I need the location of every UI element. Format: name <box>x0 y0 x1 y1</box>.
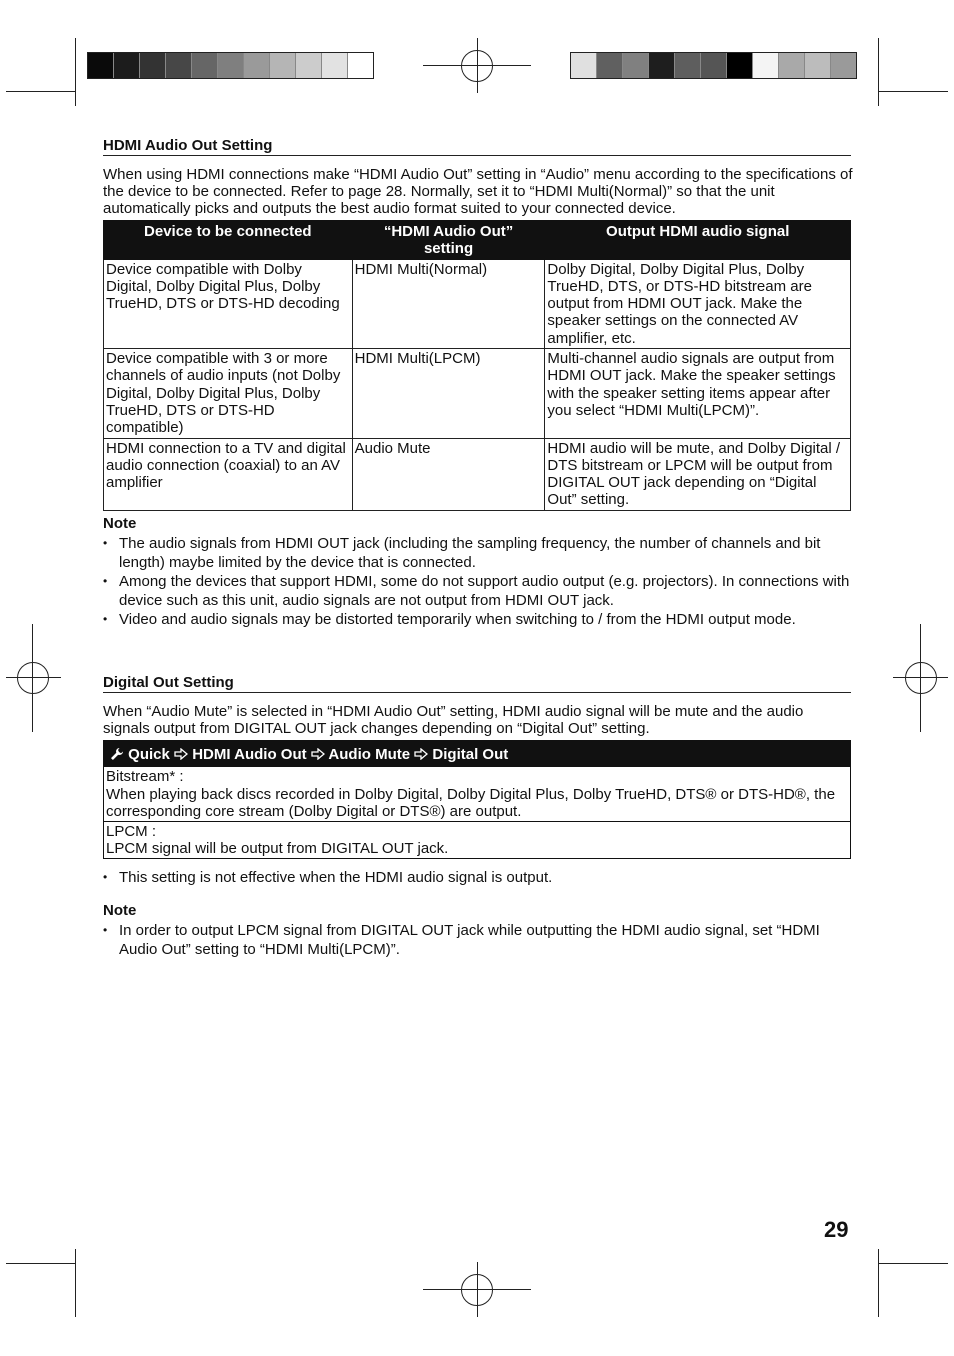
color-swatch <box>244 53 270 78</box>
color-swatch <box>322 53 348 78</box>
digital-out-heading: Digital Out Setting <box>103 675 851 693</box>
option-bitstream <box>104 766 850 821</box>
table-cell: HDMI connection to a TV and digital audio connection (coaxial) to an AV amplifier <box>104 438 353 510</box>
list-item: • The audio signals from HDMI OUT jack (including the sampling frequency, the number of channels and bit length) maybe limited by the device that is connected. <box>103 534 855 572</box>
path-step: Quick <box>128 746 170 763</box>
list-item: • In order to output LPCM signal from DIGITAL OUT jack while outputting the HDMI audio signal, set “HDMI Audio Out” setting to “HDMI Multi(LPCM)”. <box>103 921 855 959</box>
right-color-bar <box>570 52 857 79</box>
hdmi-intro-text: When using HDMI connections make “HDMI Audio Out” setting in “Audio” menu according to the specifications of the device to be connected. Refer to page 28. Normally, set it to “HDMI Multi(Normal)” so that the unit automatically picks and outputs the best audio format suited to your connected device. <box>103 166 853 217</box>
option-description: When playing back discs recorded in Dolby Digital, Dolby Digital Plus, Dolby TrueHD, DTS® or DTS-HD®, the corresponding core stream (Dolby Digital or DTS®) are output. <box>106 785 836 820</box>
hdmi-notes-list <box>103 534 855 629</box>
crop-mark <box>75 1249 76 1317</box>
left-color-bar <box>87 52 374 79</box>
table-cell: Dolby Digital, Dolby Digital Plus, Dolby TrueHD, DTS, or DTS-HD bitstream are output from HDMI OUT jack. Make the speaker settings on the connected AV amplifier, etc. <box>545 259 851 348</box>
color-swatch <box>140 53 166 78</box>
hollow-arrow-icon <box>311 746 329 763</box>
color-swatch <box>192 53 218 78</box>
option-label: Bitstream* : <box>106 768 184 785</box>
option-lpcm <box>104 821 850 858</box>
path-step: Audio Mute <box>328 746 411 763</box>
table-row <box>104 349 851 438</box>
crop-mark <box>878 38 879 106</box>
table-row <box>104 438 851 510</box>
color-swatch <box>114 53 140 78</box>
crop-mark <box>878 1249 879 1317</box>
hollow-arrow-icon <box>414 746 432 763</box>
digital-intro-text: When “Audio Mute” is selected in “HDMI Audio Out” setting, HDMI audio signal will be mute and the audio signals output from DIGITAL OUT jack changes depending on “Digital Out” setting. <box>103 703 804 737</box>
color-swatch <box>753 53 779 78</box>
list-item: • This setting is not effective when the HDMI audio signal is output. <box>103 868 855 887</box>
crop-mark <box>878 91 948 92</box>
color-swatch <box>88 53 114 78</box>
column-header: Device to be connected <box>104 221 353 260</box>
list-item: • Video and audio signals may be distorted temporarily when switching to / from the HDMI output mode. <box>103 610 855 629</box>
color-swatch <box>805 53 831 78</box>
color-swatch <box>218 53 244 78</box>
color-swatch <box>779 53 805 78</box>
color-swatch <box>675 53 701 78</box>
menu-path <box>104 741 850 766</box>
hdmi-audio-table <box>103 220 851 511</box>
note-heading: Note <box>103 515 137 532</box>
crop-mark <box>6 1263 76 1264</box>
column-header: Output HDMI audio signal <box>545 221 851 260</box>
hollow-arrow-icon <box>174 746 192 763</box>
option-description: LPCM signal will be output from DIGITAL OUT jack. <box>106 840 449 857</box>
crop-mark <box>6 91 76 92</box>
color-swatch <box>623 53 649 78</box>
color-swatch <box>701 53 727 78</box>
table-cell: HDMI audio will be mute, and Dolby Digital / DTS bitstream or LPCM will be output from DIGITAL OUT jack depending on “Digital Out” setting. <box>545 438 851 510</box>
column-header: “HDMI Audio Out” setting <box>352 221 545 260</box>
list-item: • Among the devices that support HDMI, some do not support audio output (e.g. projectors). In connections with device such as this unit, audio signals are not output from HDMI OUT jack. <box>103 572 855 610</box>
table-cell: Audio Mute <box>352 438 545 510</box>
color-swatch <box>727 53 753 78</box>
digital-out-box <box>103 740 851 859</box>
option-label: LPCM : <box>106 822 157 840</box>
table-cell: HDMI Multi(LPCM) <box>352 349 545 438</box>
color-swatch <box>649 53 675 78</box>
digital-notes-list <box>103 921 855 959</box>
table-cell: Device compatible with Dolby Digital, Dolby Digital Plus, Dolby TrueHD, DTS or DTS-HD decoding <box>104 259 353 348</box>
table-cell: Multi-channel audio signals are output from HDMI OUT jack. Make the speaker settings with the speaker setting items appear after you select “HDMI Multi(LPCM)”. <box>545 349 851 438</box>
table-row <box>104 259 851 348</box>
color-swatch <box>270 53 296 78</box>
hdmi-audio-out-heading: HDMI Audio Out Setting <box>103 138 851 156</box>
table-cell: HDMI Multi(Normal) <box>352 259 545 348</box>
color-swatch <box>597 53 623 78</box>
digital-bullet-list <box>103 868 855 887</box>
color-swatch <box>348 53 373 78</box>
table-header-row <box>104 221 851 260</box>
path-step: HDMI Audio Out <box>192 746 307 763</box>
color-swatch <box>296 53 322 78</box>
page-number: 29 <box>824 1217 849 1242</box>
path-step: Digital Out <box>432 746 509 763</box>
crop-mark <box>75 38 76 106</box>
note-heading: Note <box>103 902 137 919</box>
table-cell: Device compatible with 3 or more channels of audio inputs (not Dolby Digital, Dolby Digital Plus, Dolby TrueHD, DTS or DTS-HD compatible) <box>104 349 353 438</box>
wrench-icon <box>110 746 128 763</box>
crop-mark <box>878 1263 948 1264</box>
color-swatch <box>166 53 192 78</box>
color-swatch <box>571 53 597 78</box>
color-swatch <box>831 53 856 78</box>
